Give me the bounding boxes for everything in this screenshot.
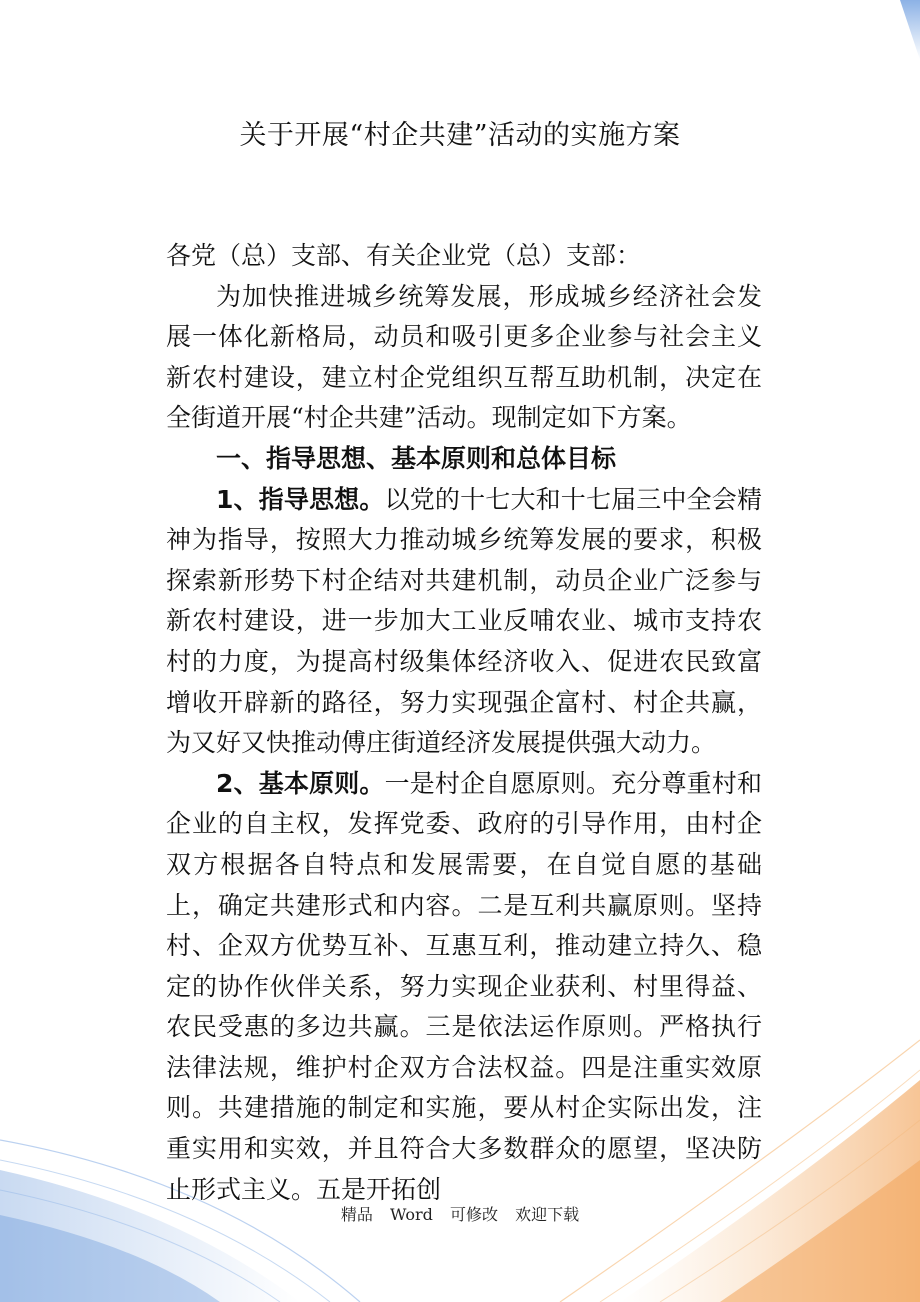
footer-text: 可修改: [449, 1205, 498, 1224]
footer-text: Word: [390, 1205, 433, 1224]
document-body: [166, 236, 762, 1210]
item-text: 以党的十七大和十七届三中全会精神为指导，按照大力推动城乡统筹发展的要求，积极探索新形势下村企结对共建机制，动员企业广泛参与新农村建设，进一步加大工业反哺农业、城市支持农村的力度，为提高村级集体经济收入、促进农民致富增收开辟新的路径，努力实现强企富村、村企共赢，为又好又快推动傅庄街道经济发展提供强大动力。: [166, 484, 762, 758]
footer-text: 精品: [340, 1205, 373, 1224]
item-lead: 1、指导思想。: [216, 484, 385, 514]
section-heading: 一、指导思想、基本原则和总体目标: [216, 443, 617, 473]
intro-paragraph: 为加快推进城乡统筹发展，形成城乡经济社会发展一体化新格局，动员和吸引更多企业参与社会主义新农村建设，建立村企党组织互帮互助机制，决定在全街道开展“村企共建”活动。现制定如下方案。: [166, 281, 762, 433]
item-lead: 2、基本原则。: [216, 768, 385, 798]
item-text: 一是村企自愿原则。充分尊重村和企业的自主权，发挥党委、政府的引导作用，由村企双方根据各自特点和发展需要，在自觉自愿的基础上，确定共建形式和内容。二是互利共赢原则。坚持村、企双方优势互补、互惠互利，推动建立持久、稳定的协作伙伴关系，努力实现企业获利、村里得益、农民受惠的多边共赢。三是依法运作原则。严格执行法律法规，维护村企双方合法权益。四是注重实效原则。共建措施的制定和实施，要从村企实际出发，注重实用和实效，并且符合大多数群众的愿望，坚决防止形式主义。五是开拓创: [166, 768, 762, 1204]
salutation: 各党（总）支部、有关企业党（总）支部：: [166, 241, 642, 270]
document-title: 关于开展“村企共建”活动的实施方案: [239, 120, 681, 151]
page-footer: [0, 1202, 920, 1225]
item-guiding-ideology: [166, 480, 762, 764]
item-basic-principles: [166, 764, 762, 1211]
footer-text: 欢迎下载: [515, 1205, 580, 1224]
